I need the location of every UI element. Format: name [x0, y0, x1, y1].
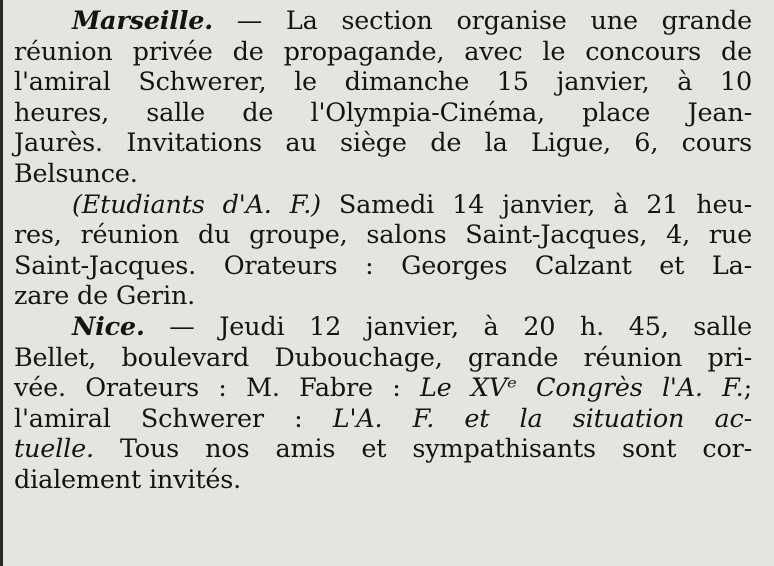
talk-title-fabre: Le XVᵉ Congrès l'A. F.	[419, 373, 744, 404]
text-line: Bellet, boulevard Dubouchage, grande réunion pri-	[14, 342, 752, 373]
line-text: vée. Orateurs : M. Fabre :	[14, 373, 420, 404]
text-line: res, réunion du groupe, salons Saint-Jacques, 4, rue	[14, 220, 752, 251]
newspaper-column	[14, 6, 752, 496]
text-line	[14, 373, 752, 404]
text-line	[14, 404, 752, 435]
lead-nice: Nice.	[72, 311, 145, 342]
line-text: — Jeudi 12 janvier, à 20 h. 45, salle	[144, 311, 752, 342]
text-line: Belsunce.	[14, 158, 138, 189]
text-line	[14, 312, 752, 343]
line-text: — La section organise une grande	[212, 6, 752, 36]
line-text: ;	[743, 373, 752, 404]
text-line: Saint-Jacques. Orateurs : Georges Calzant et La-	[14, 250, 752, 281]
paragraph-etudiants	[14, 190, 752, 312]
text-line: heures, salle de l'Olympia-Cinéma, place Jean-	[14, 97, 752, 128]
page-edge	[0, 0, 3, 566]
text-line: réunion privée de propagande, avec le concours de	[14, 36, 752, 67]
text-line	[14, 190, 752, 221]
text-line: Jaurès. Invitations au siège de la Ligue, 6, cours	[14, 128, 752, 159]
lead-etudiants: (Etudiants d'A. F.)	[72, 189, 321, 220]
text-line: dialement invités.	[14, 464, 242, 495]
paragraph-marseille	[14, 6, 752, 190]
talk-title-schwerer-cont: tuelle.	[14, 434, 94, 465]
line-text: Tous nos amis et sympathisants sont cor-	[93, 434, 752, 465]
text-line: zare de Gerin.	[14, 281, 196, 312]
text-line: l'amiral Schwerer, le dimanche 15 janvier, à 10	[14, 67, 752, 98]
line-text: Samedi 14 janvier, à 21 heu-	[320, 189, 752, 220]
paragraph-nice	[14, 312, 752, 496]
text-line	[14, 6, 752, 37]
line-text: l'amiral Schwerer :	[14, 403, 333, 434]
text-line	[14, 434, 752, 465]
lead-marseille: Marseille.	[72, 6, 213, 36]
talk-title-schwerer: L'A. F. et la situation ac-	[332, 403, 752, 434]
